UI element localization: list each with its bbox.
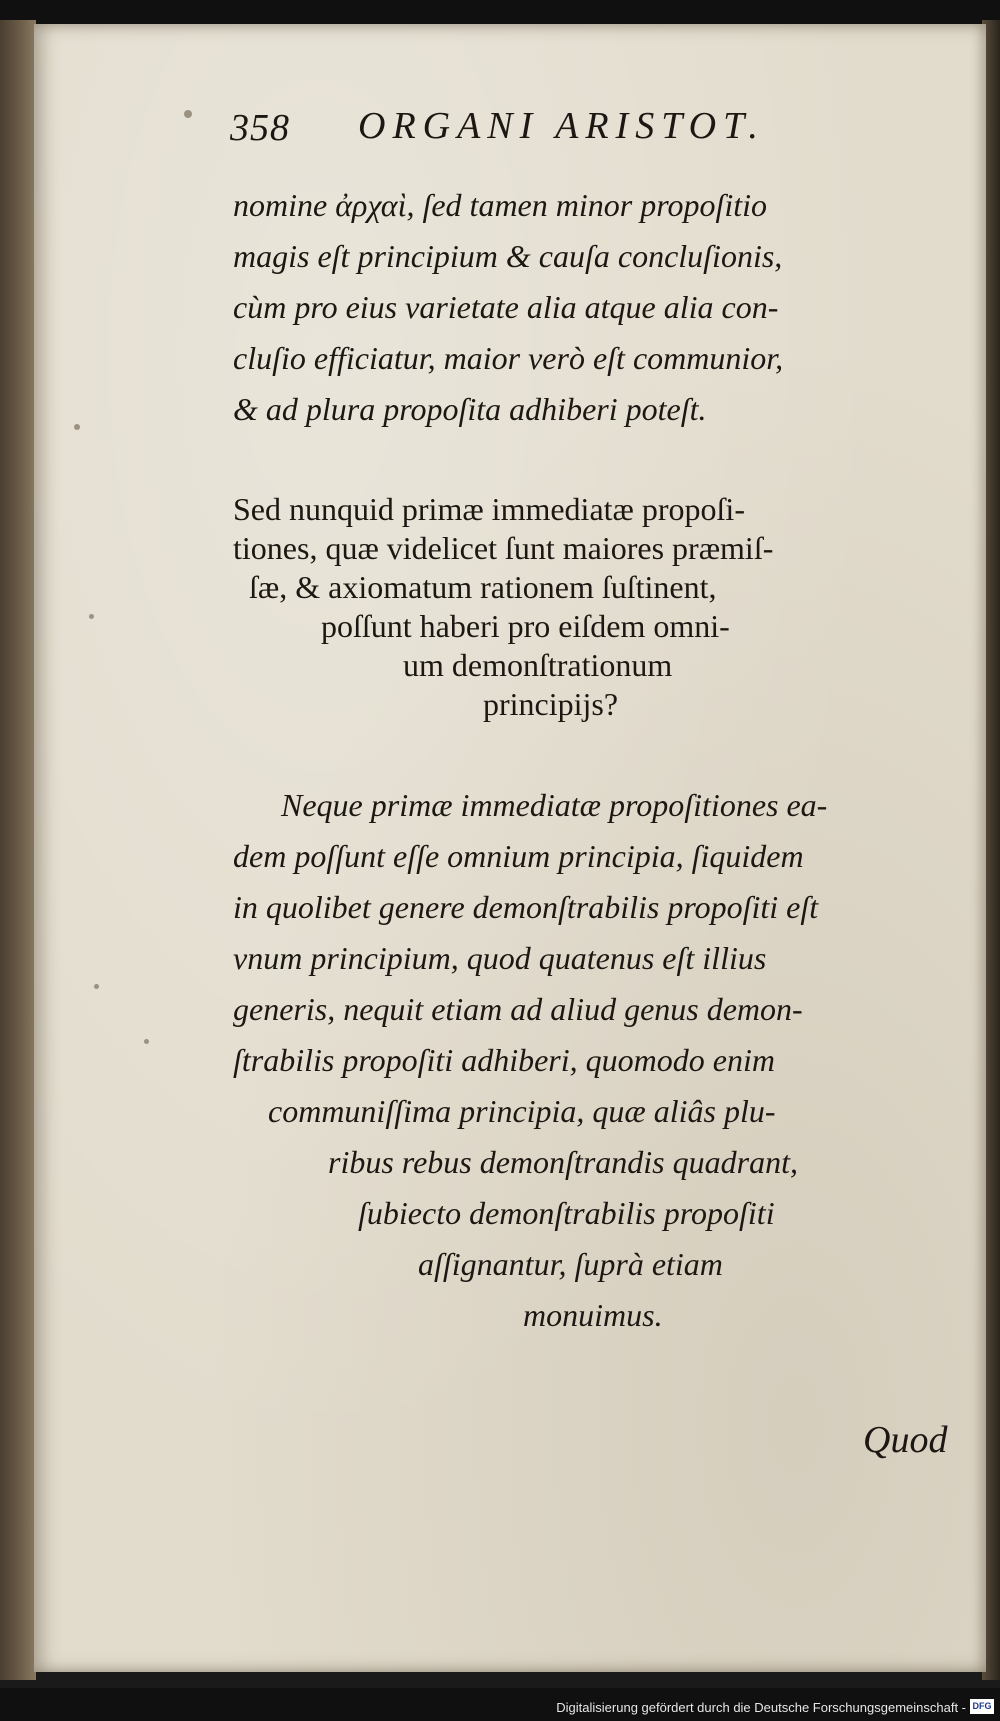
- text-line: poſſunt haberi pro eiſdem omni-: [321, 608, 730, 644]
- text-line: ribus rebus demonſtrandis quadrant,: [328, 1144, 798, 1180]
- paper-spot: [144, 1039, 149, 1044]
- paragraph-1: [233, 180, 953, 435]
- text-line: principijs?: [483, 686, 619, 722]
- text-line: um demonſtrationum: [403, 647, 673, 683]
- text-line: Neque primæ immediatæ propoſitiones ea-: [281, 787, 828, 823]
- book-spine-edge: [0, 20, 36, 1680]
- paper-spot: [89, 614, 94, 619]
- paper-spot: [74, 424, 80, 430]
- text-line: vnum principium, quod quatenus eſt illius: [233, 940, 767, 976]
- paper-spot: [184, 110, 192, 118]
- text-line: cùm pro eius varietate alia atque alia con-: [233, 289, 779, 325]
- text-line: ſtrabilis propoſiti adhiberi, quomodo enim: [233, 1042, 775, 1078]
- running-head: [230, 98, 870, 158]
- catchword: Quod: [863, 1419, 948, 1461]
- text-line: cluſio efficiatur, maior verò eſt communior,: [233, 340, 784, 376]
- text-line: magis eſt principium & cauſa concluſionis,: [233, 238, 783, 274]
- running-title: ORGANI ARISTOT.: [358, 105, 765, 147]
- text-line: aſſignantur, ſuprà etiam: [418, 1246, 723, 1282]
- text-line: monuimus.: [523, 1297, 663, 1333]
- text-line: ſubiecto demonſtrabilis propoſiti: [358, 1195, 775, 1231]
- question-heading: [233, 490, 933, 724]
- text-line: ſæ, & axiomatum rationem ſuſtinent,: [249, 569, 717, 605]
- digitization-credit: Digitalisierung gefördert durch die Deutsche Forschungsgemeinschaft -: [556, 1700, 966, 1715]
- text-line: dem poſſunt eſſe omnium principia, ſiquidem: [233, 838, 804, 874]
- text-line: & ad plura propoſita adhiberi poteſt.: [233, 391, 707, 427]
- paper-spot: [94, 984, 99, 989]
- text-line: generis, nequit etiam ad aliud genus demon-: [233, 991, 803, 1027]
- text-line: Sed nunquid primæ immediatæ propoſi-: [233, 491, 745, 527]
- text-line: in quolibet genere demonſtrabilis propoſiti eſt: [233, 889, 819, 925]
- text-line: communiſſima principia, quæ aliâs plu-: [268, 1093, 776, 1129]
- dfg-logo: DFG: [970, 1699, 994, 1714]
- text-line: tiones, quæ videlicet ſunt maiores præmiſ-: [233, 530, 774, 566]
- page-number: 358: [230, 107, 290, 149]
- text-line: nomine ἀρχαὶ, ſed tamen minor propoſitio: [233, 187, 768, 223]
- paragraph-2: [233, 780, 953, 1341]
